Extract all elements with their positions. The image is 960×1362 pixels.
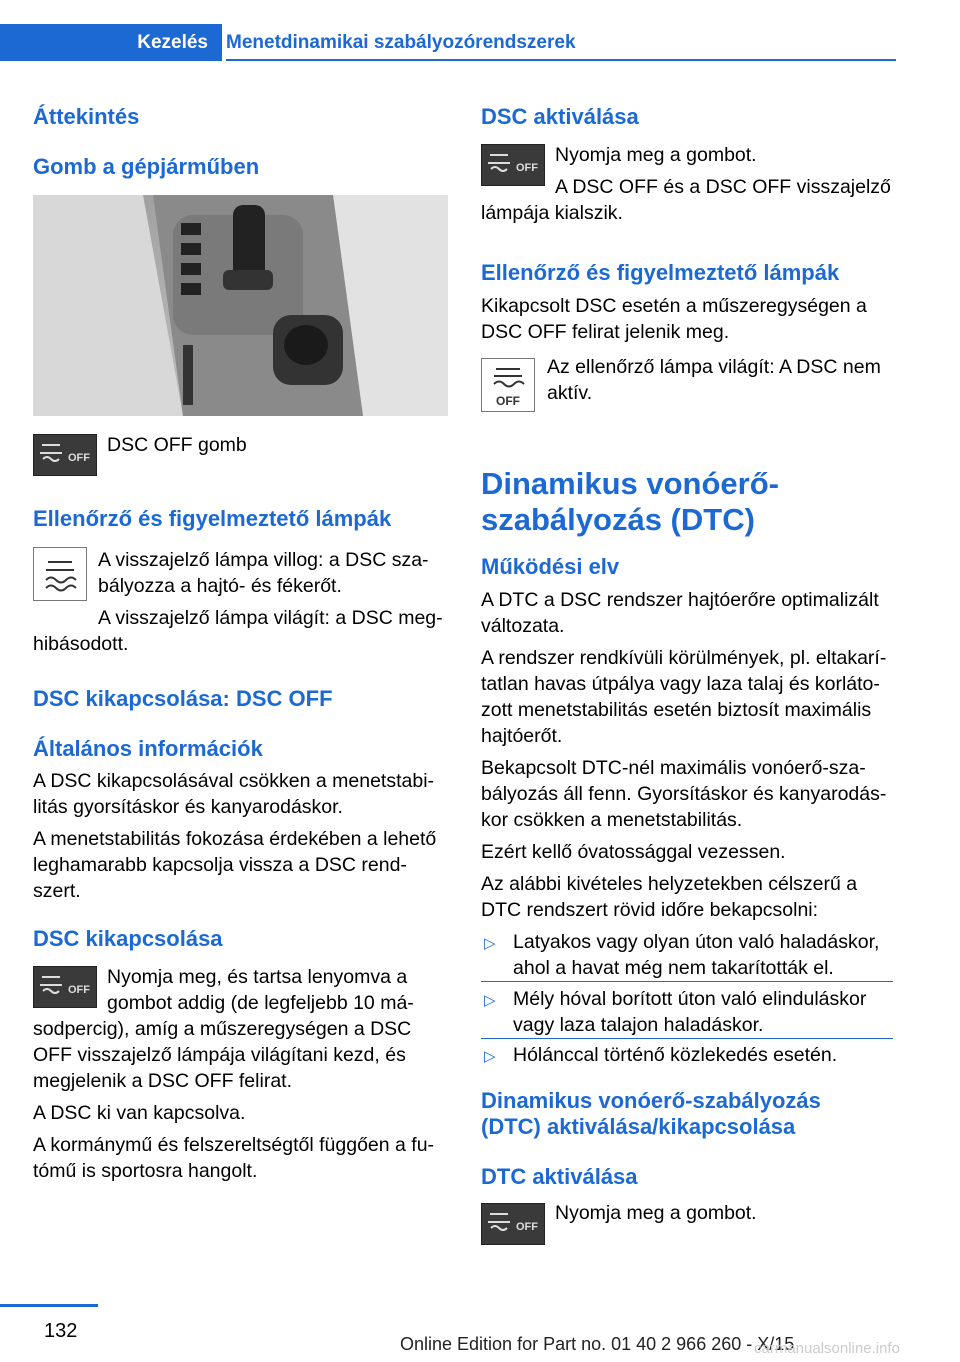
heading-dtc-2: szabályozás (DTC) [481, 502, 755, 537]
header-tab-kezeles [0, 24, 222, 61]
deact-line-5: megjelenik a DSC OFF felirat. [33, 1070, 292, 1092]
principle-line-2: változata. [481, 615, 565, 637]
heading-overview: Áttekintés [33, 104, 140, 129]
principle-line-6: hajtóerőt. [481, 725, 563, 747]
bullet-marker: ▷ [484, 935, 496, 952]
svg-text:OFF: OFF [68, 984, 90, 996]
page-number: 132 [44, 1320, 78, 1342]
lamp-text-1a: A visszajelző lámpa villog: a DSC sza- [98, 549, 429, 571]
general-line-5: szert. [33, 880, 81, 902]
general-line-1: A DSC kikapcsolásával csökken a menetstabi- [33, 770, 435, 792]
heading-dsc-off: DSC kikapcsolása: DSC OFF [33, 686, 333, 711]
principle-line-9: kor csökken a menetstabilitás. [481, 809, 743, 831]
bullet-3: Hólánccal történő közlekedés esetén. [513, 1044, 838, 1066]
svg-text:OFF: OFF [496, 394, 520, 408]
principle-line-11: Az alábbi kivételes helyzetekben célszerű a [481, 873, 858, 895]
deact-line-4: OFF visszajelző lámpája világítani kezd, és [33, 1044, 406, 1066]
heading-general-info: Általános információk [33, 736, 263, 761]
lamp-text-1b: bályozza a hajtó- és fékerőt. [98, 575, 342, 597]
header-chapter: Menetdinamikai szabályozórendszerek [226, 32, 576, 53]
dsc-warning-icon [33, 547, 87, 601]
heading-dsc-activate: DSC aktiválása [481, 104, 639, 129]
lamps-line-1: Kikapcsolt DSC esetén a műszeregységen a [481, 295, 867, 317]
heading-dtc-on: DTC aktiválása [481, 1164, 638, 1189]
heading-dtc-1: Dinamikus vonóerő- [481, 466, 779, 501]
general-line-4: leghamarabb kapcsolja vissza a DSC rend- [33, 854, 407, 876]
lamp-text-2b: hibásodott. [33, 633, 129, 655]
general-line-3: A menetstabilitás fokozása érdekében a lehető [33, 828, 437, 850]
lamp-text-2a: A visszajelző lámpa világít: a DSC meg- [98, 607, 443, 629]
lamps-line-4: aktív. [547, 382, 593, 404]
edition-note: Online Edition for Part no. 01 40 2 966 260 - X/15 [400, 1334, 795, 1354]
heading-dsc-deactivate: DSC kikapcsolása [33, 926, 223, 951]
bullet-2b: vagy laza talajon haladáskor. [513, 1014, 764, 1036]
principle-line-4: tatlan havas útpálya vagy laza talaj és korláto- [481, 673, 880, 695]
watermark: carmanualsonline.info [754, 1340, 900, 1357]
principle-line-5: zott menetstabilitás esetén biztosít maximális [481, 699, 872, 721]
dsc-off-icon [481, 1203, 545, 1245]
dsc-off-icon [33, 966, 97, 1008]
lamps-line-3: Az ellenőrző lámpa világít: A DSC nem [547, 356, 881, 378]
header-section: Kezelés [137, 32, 208, 53]
console-photo [33, 195, 448, 416]
dsc-off-icon [481, 144, 545, 186]
bullet-marker: ▷ [484, 1048, 496, 1065]
bullet-divider [481, 981, 893, 982]
deact-line-3: sodpercig), amíg a műszeregységen a DSC [33, 1018, 412, 1040]
svg-text:OFF: OFF [68, 452, 90, 464]
heading-dtc-act-2: (DTC) aktiválása/kikapcsolása [481, 1114, 796, 1139]
heading-dtc-act-1: Dinamikus vonóerő-szabályozás [481, 1088, 821, 1113]
act-line-1: Nyomja meg a gombot. [555, 144, 757, 166]
principle-line-8: bályozás áll fenn. Gyorsításkor és kanyarodás- [481, 783, 887, 805]
dtc-on-line-1: Nyomja meg a gombot. [555, 1202, 757, 1224]
deact-line-8: tómű is sportosra hangolt. [33, 1160, 258, 1182]
principle-line-7: Bekapcsolt DTC-nél maximális vonóerő-sza- [481, 757, 866, 779]
heading-lamps-right: Ellenőrző és figyelmeztető lámpák [481, 260, 840, 285]
act-line-3: lámpája kialszik. [481, 202, 623, 224]
heading-principle: Működési elv [481, 554, 620, 579]
heading-button-in-car: Gomb a gépjárműben [33, 154, 260, 179]
bullet-1a: Latyakos vagy olyan úton való haladáskor, [513, 931, 880, 953]
header-divider [226, 59, 896, 61]
act-line-2: A DSC OFF és a DSC OFF visszajelző [555, 176, 891, 198]
general-line-2: litás gyorsításkor és kanyarodáskor. [33, 796, 343, 818]
dsc-off-icon [33, 434, 97, 476]
bullet-marker: ▷ [484, 992, 496, 1009]
principle-line-10: Ezért kellő óvatossággal vezessen. [481, 841, 786, 863]
lamps-line-2: DSC OFF felirat jelenik meg. [481, 321, 730, 343]
bullet-1b: ahol a havat még nem takarították el. [513, 957, 834, 979]
svg-text:OFF: OFF [516, 162, 538, 174]
deact-line-1: Nyomja meg, és tartsa lenyomva a [107, 966, 408, 988]
dsc-off-warning-icon [481, 358, 535, 412]
svg-text:OFF: OFF [516, 1221, 538, 1233]
principle-line-3: A rendszer rendkívüli körülmények, pl. eltakarí- [481, 647, 887, 669]
bullet-2a: Mély hóval borított úton való elinduláskor [513, 988, 867, 1010]
heading-lamps-left: Ellenőrző és figyelmeztető lámpák [33, 506, 392, 531]
deact-line-7: A kormánymű és felszereltségtől függően a fu- [33, 1134, 435, 1156]
deact-line-2: gombot addig (de legfeljebb 10 má- [107, 992, 414, 1014]
footer-divider [0, 1304, 98, 1307]
photo-caption: DSC OFF gomb [107, 434, 247, 456]
principle-line-12: DTC rendszert rövid időre bekapcsolni: [481, 899, 819, 921]
deact-line-6: A DSC ki van kapcsolva. [33, 1102, 246, 1124]
bullet-divider [481, 1038, 893, 1039]
principle-line-1: A DTC a DSC rendszer hajtóerőre optimalizált [481, 589, 879, 611]
